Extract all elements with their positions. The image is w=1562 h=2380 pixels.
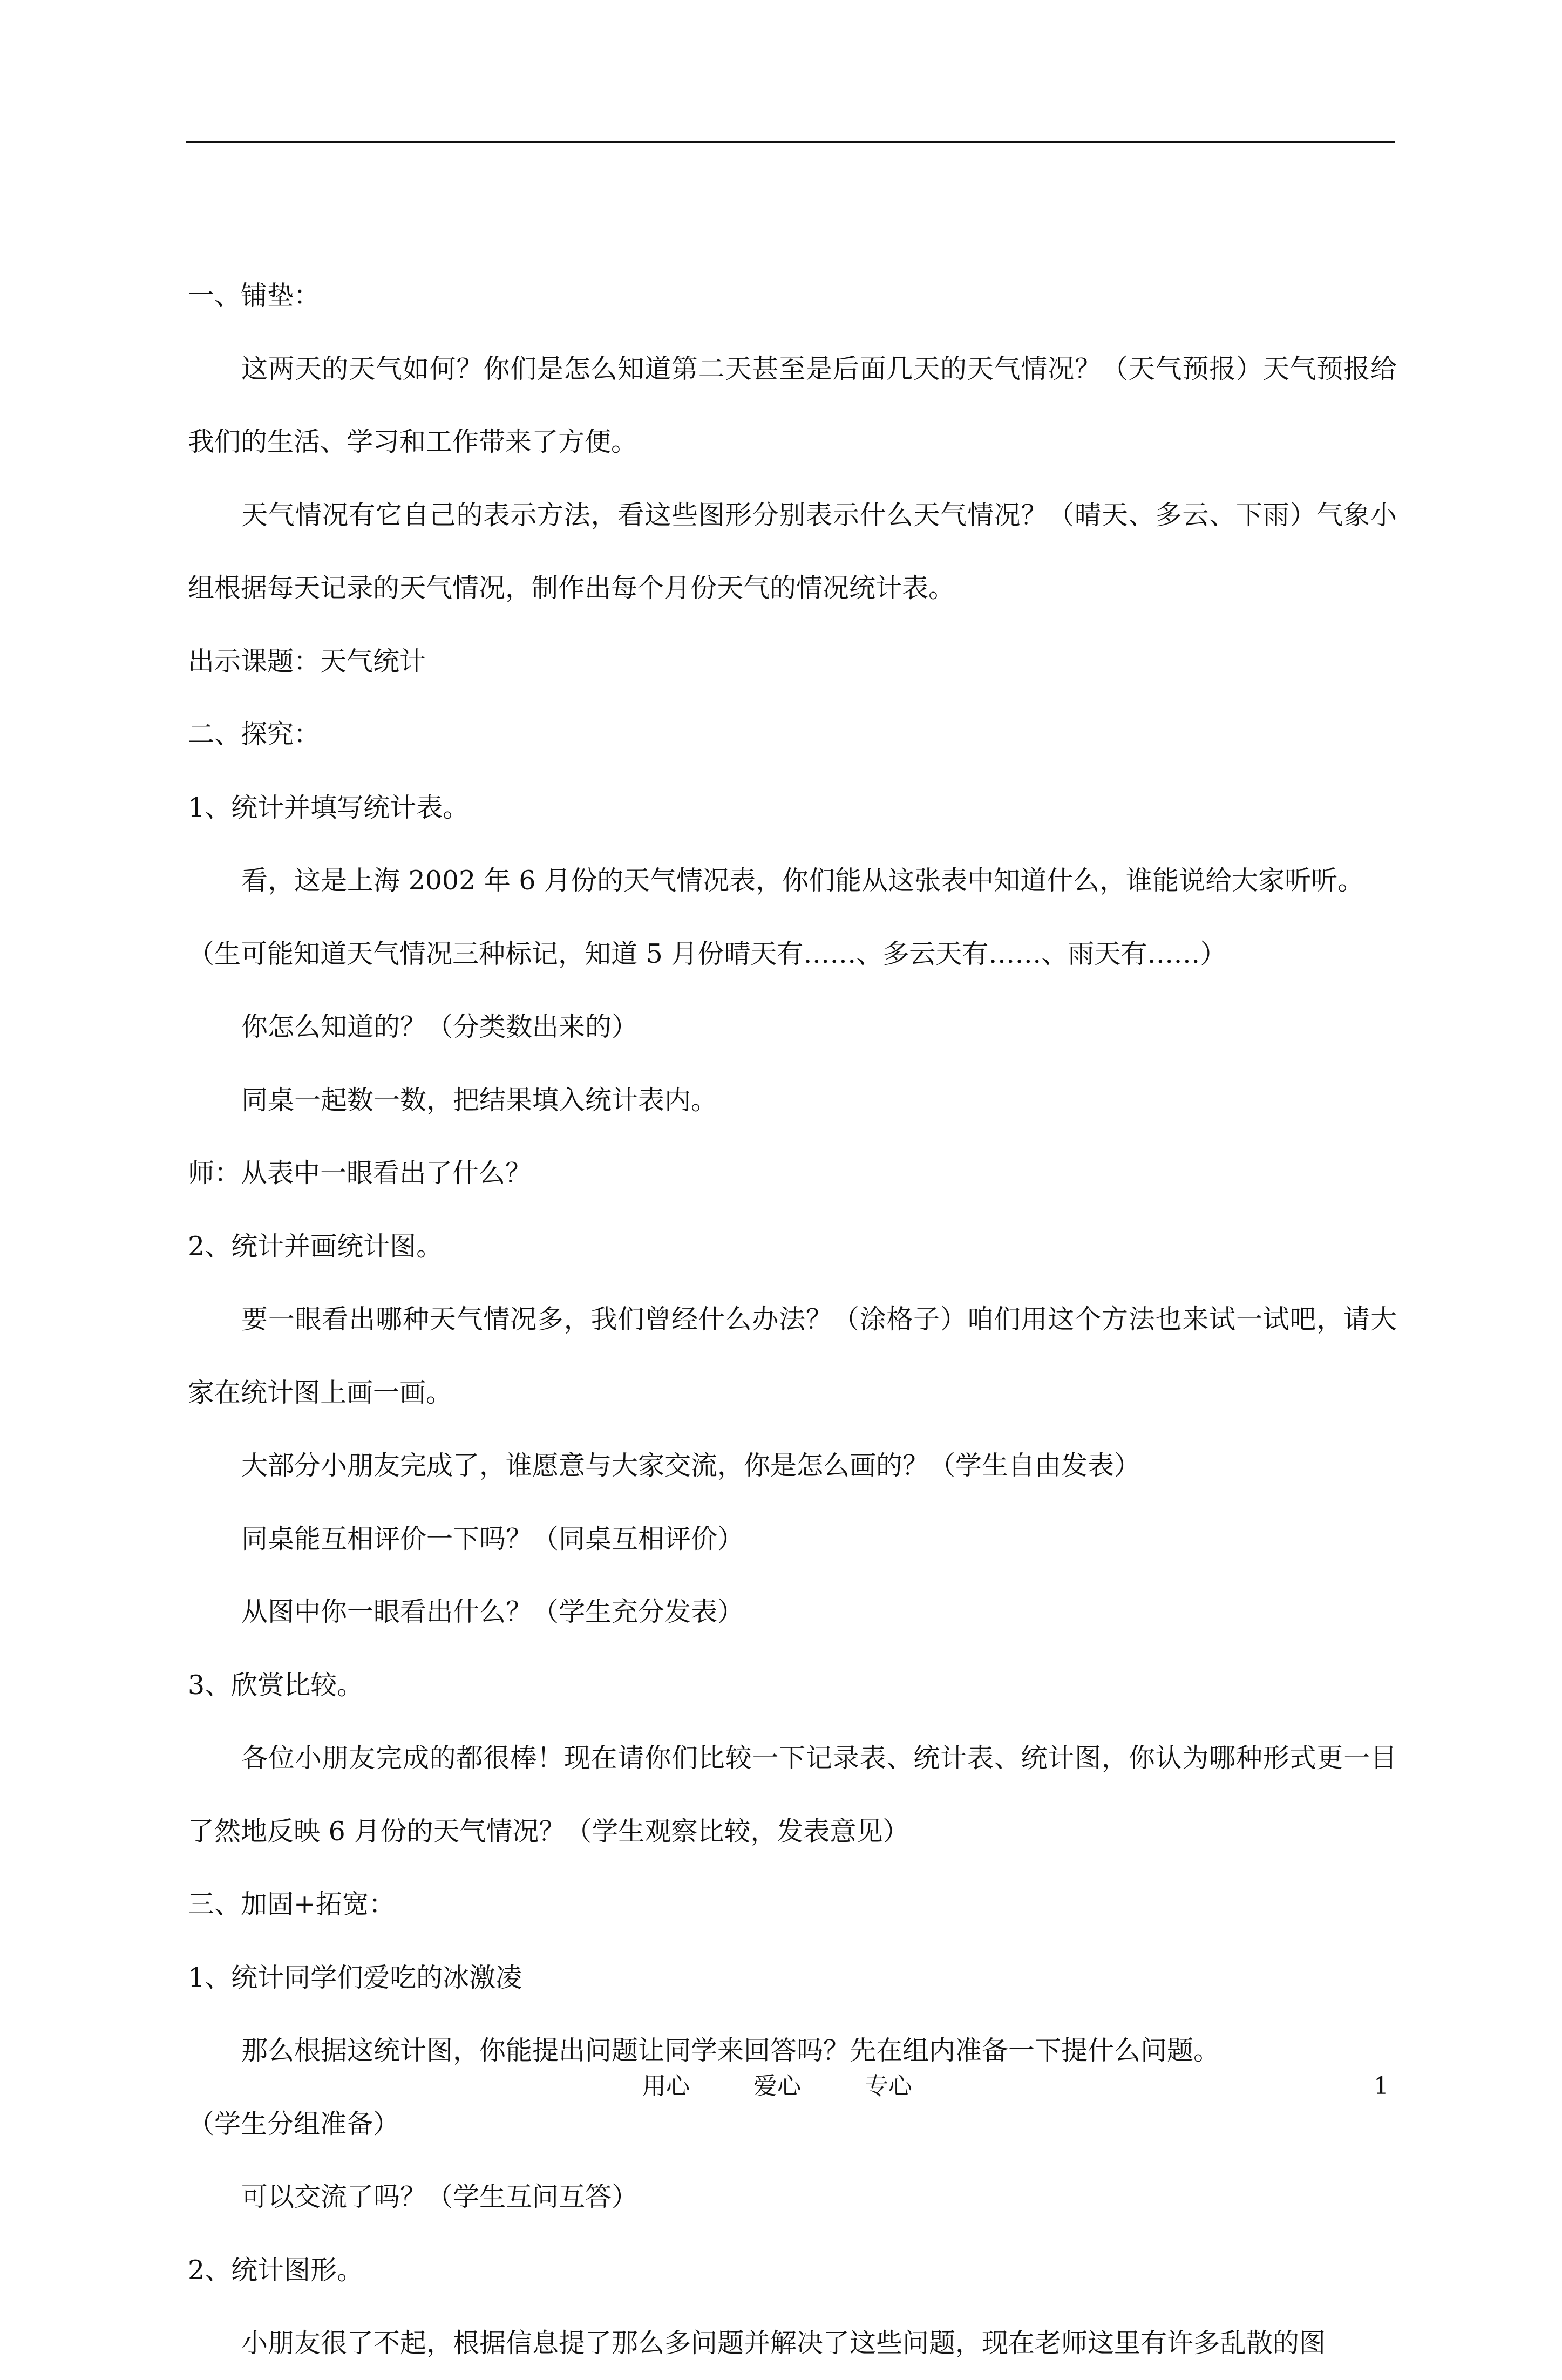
paragraph: 那么根据这统计图，你能提出问题让同学来回答吗？先在组内准备一下提什么问题。 xyxy=(241,2035,1220,2066)
paragraph: 出示课题：天气统计 xyxy=(188,645,426,677)
paragraph: 师：从表中一眼看出了什么？ xyxy=(188,1158,532,1188)
paragraph: 从图中你一眼看出什么？（学生充分发表） xyxy=(241,1596,744,1627)
footer-motto xyxy=(642,2070,912,2103)
paragraph: 1、统计同学们爱吃的冰激凌 xyxy=(188,1962,522,1993)
paragraph: 1、统计并填写统计表。 xyxy=(188,792,470,823)
footer-motto-item: 爱心 xyxy=(753,2072,801,2100)
paragraph: （生可能知道天气情况三种标记，知道 5 月份晴天有……、多云天有……、雨天有……） xyxy=(188,938,1227,969)
paragraph: （学生分组准备） xyxy=(188,2108,400,2139)
paragraph: 大部分小朋友完成了，谁愿意与大家交流，你是怎么画的？（学生自由发表） xyxy=(241,1450,1141,1481)
paragraph: 同桌一起数一数，把结果填入统计表内。 xyxy=(241,1084,718,1116)
paragraph: 小朋友很了不起，根据信息提了那么多问题并解决了这些问题，现在老师这里有许多乱散的图 xyxy=(241,2328,1326,2358)
paragraph: 要一眼看出哪种天气情况多，我们曾经什么办法？（涂格子）咱们用这个方法也来试一试吧，请大家在统计图上画一画。 xyxy=(188,1304,1397,1408)
footer-motto-item: 用心 xyxy=(642,2072,690,2100)
footer-motto-item: 专心 xyxy=(865,2072,912,2100)
paragraph: 2、统计图形。 xyxy=(188,2254,364,2286)
paragraph: 三、加固+拓宽： xyxy=(188,1889,396,1920)
paragraph: 这两天的天气如何？你们是怎么知道第二天甚至是后面几天的天气情况？（天气预报）天气预报给我们的生活、学习和工作带来了方便。 xyxy=(188,353,1397,457)
paragraph: 看，这是上海 2002 年 6 月份的天气情况表，你们能从这张表中知道什么，谁能说给大家听听。 xyxy=(241,865,1364,896)
paragraph: 3、欣赏比较。 xyxy=(188,1669,364,1701)
document-body xyxy=(188,259,1397,2380)
header-rule xyxy=(186,141,1395,143)
paragraph: 各位小朋友完成的都很棒！现在请你们比较一下记录表、统计表、统计图，你认为哪种形式更一目了然地反映 6 月份的天气情况？（学生观察比较，发表意见） xyxy=(188,1743,1397,1847)
paragraph: 2、统计并画统计图。 xyxy=(188,1230,443,1262)
paragraph: 同桌能互相评价一下吗？（同桌互相评价） xyxy=(241,1523,744,1554)
paragraph: 一、铺垫： xyxy=(188,280,321,311)
paragraph: 可以交流了吗？（学生互问互答） xyxy=(241,2181,639,2212)
paragraph: 二、探究： xyxy=(188,719,321,750)
page-number: 1 xyxy=(1374,2072,1389,2100)
paragraph: 你怎么知道的？（分类数出来的） xyxy=(241,1011,639,1042)
paragraph: 天气情况有它自己的表示方法，看这些图形分别表示什么天气情况？（晴天、多云、下雨）气象小组根据每天记录的天气情况，制作出每个月份天气的情况统计表。 xyxy=(188,499,1397,603)
